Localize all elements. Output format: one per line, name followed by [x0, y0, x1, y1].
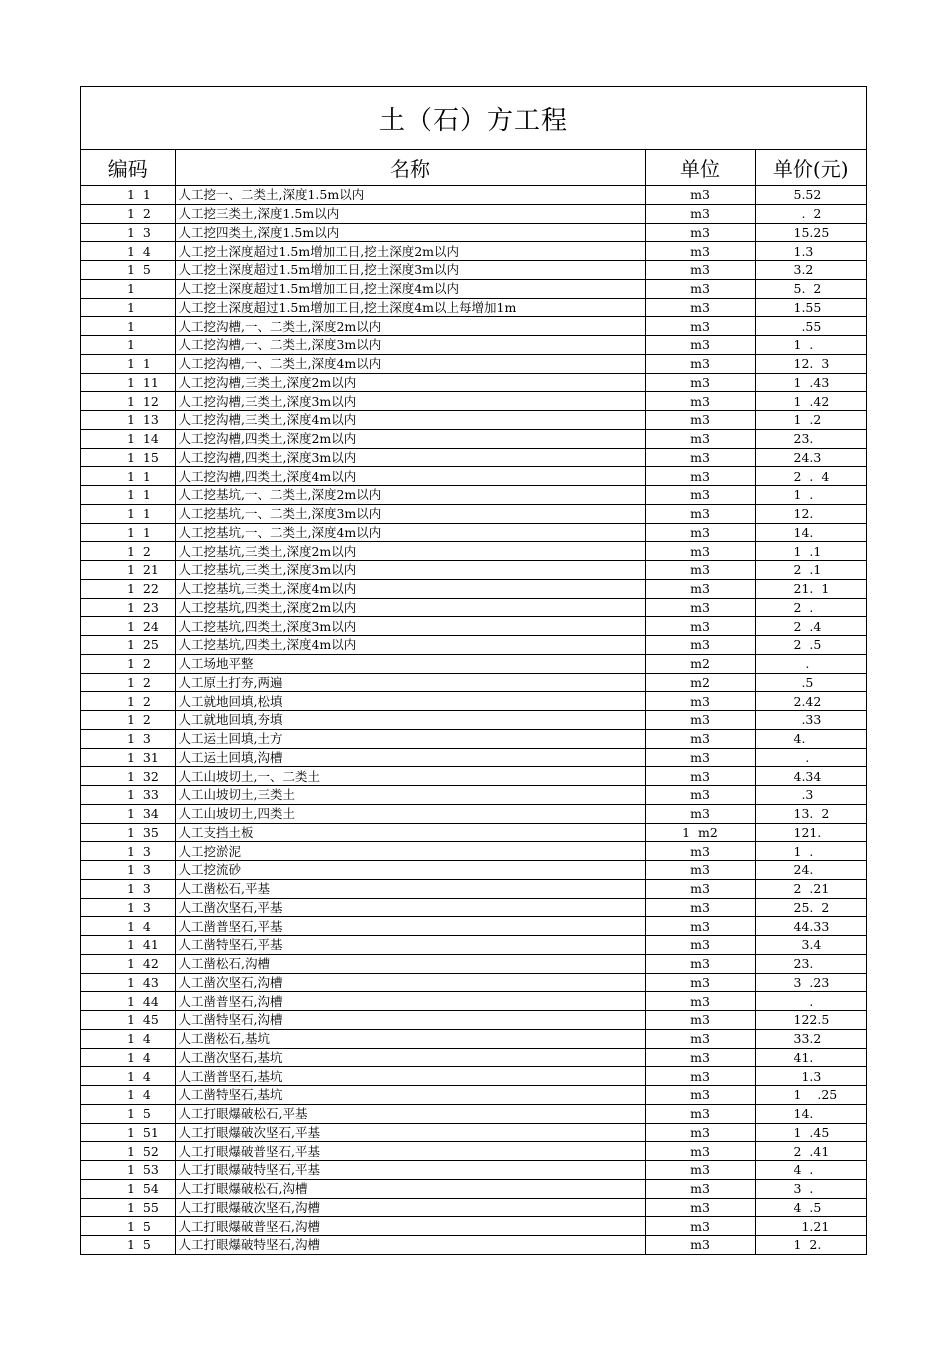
cell-unit: m3 [645, 542, 755, 561]
cell-price: 1.55 [755, 298, 866, 317]
cell-unit: m3 [645, 1198, 755, 1217]
cell-price: 12. [755, 504, 866, 523]
header-price: 单价(元) [755, 150, 866, 186]
cell-name: 人工凿松石,平基 [175, 879, 645, 898]
cell-name: 人工凿普坚石,平基 [175, 917, 645, 936]
cell-name: 人工挖基坑,一、二类土,深度2m以内 [175, 486, 645, 505]
cell-name: 人工打眼爆破次坚石,平基 [175, 1123, 645, 1142]
cell-unit: m3 [645, 186, 755, 205]
cell-price: .33 [755, 711, 866, 730]
cell-code: 1 33 [81, 786, 175, 805]
cell-price: 5. 2 [755, 279, 866, 298]
cell-code: 1 23 [81, 598, 175, 617]
cell-unit: m2 [645, 673, 755, 692]
cell-price: 23. [755, 429, 866, 448]
table-row [81, 523, 866, 542]
cell-name: 人工支挡土板 [175, 823, 645, 842]
cell-price: 33.2 [755, 1029, 866, 1048]
cell-price: 3 . [755, 1179, 866, 1198]
table-row [81, 298, 866, 317]
cell-code: 1 4 [81, 242, 175, 261]
price-table [81, 150, 866, 1254]
cell-name: 人工挖基坑,四类土,深度2m以内 [175, 598, 645, 617]
table-row [81, 373, 866, 392]
table-row [81, 542, 866, 561]
cell-unit: m3 [645, 1067, 755, 1086]
cell-name: 人工山坡切土,一、二类土 [175, 767, 645, 786]
table-row [81, 1011, 866, 1030]
cell-price: 121. [755, 823, 866, 842]
table-row [81, 842, 866, 861]
cell-unit: m3 [645, 223, 755, 242]
cell-unit: m3 [645, 748, 755, 767]
cell-code: 1 51 [81, 1123, 175, 1142]
cell-price: 1.21 [755, 1217, 866, 1236]
cell-code: 1 21 [81, 561, 175, 580]
cell-name: 人工挖基坑,三类土,深度2m以内 [175, 542, 645, 561]
table-row [81, 504, 866, 523]
cell-price: 2 . [755, 598, 866, 617]
cell-name: 人工挖四类土,深度1.5m以内 [175, 223, 645, 242]
price-sheet [80, 86, 867, 1255]
cell-code: 1 2 [81, 654, 175, 673]
cell-price: 25. 2 [755, 898, 866, 917]
table-row [81, 579, 866, 598]
table-row [81, 1104, 866, 1123]
cell-name: 人工打眼爆破普坚石,平基 [175, 1142, 645, 1161]
cell-name: 人工挖土深度超过1.5m增加工日,挖土深度4m以内 [175, 279, 645, 298]
cell-price: . [755, 748, 866, 767]
cell-code: 1 4 [81, 1029, 175, 1048]
cell-code: 1 4 [81, 1086, 175, 1105]
cell-unit: m3 [645, 729, 755, 748]
cell-code: 1 2 [81, 204, 175, 223]
cell-unit: m3 [645, 204, 755, 223]
table-row [81, 467, 866, 486]
cell-price: 41. [755, 1048, 866, 1067]
cell-name: 人工挖流砂 [175, 861, 645, 880]
cell-price: 2 .4 [755, 617, 866, 636]
cell-unit: m3 [645, 617, 755, 636]
table-row [81, 1198, 866, 1217]
cell-unit: m3 [645, 992, 755, 1011]
table-row [81, 917, 866, 936]
cell-price: 4 . [755, 1161, 866, 1180]
cell-name: 人工挖基坑,三类土,深度4m以内 [175, 579, 645, 598]
cell-code: 1 43 [81, 973, 175, 992]
cell-name: 人工凿松石,沟槽 [175, 954, 645, 973]
cell-code: 1 5 [81, 1217, 175, 1236]
cell-name: 人工凿特坚石,平基 [175, 936, 645, 955]
cell-name: 人工挖沟槽,一、二类土,深度3m以内 [175, 336, 645, 355]
cell-name: 人工挖淤泥 [175, 842, 645, 861]
table-row [81, 1086, 866, 1105]
cell-code: 1 3 [81, 223, 175, 242]
table-row [81, 223, 866, 242]
cell-price: 1 .25 [755, 1086, 866, 1105]
cell-price: 14. [755, 1104, 866, 1123]
cell-price: 1.3 [755, 242, 866, 261]
cell-code: 1 1 [81, 523, 175, 542]
cell-code: 1 54 [81, 1179, 175, 1198]
cell-name: 人工挖沟槽,一、二类土,深度2m以内 [175, 317, 645, 336]
cell-price: .55 [755, 317, 866, 336]
cell-code: 1 2 [81, 711, 175, 730]
cell-code: 1 31 [81, 748, 175, 767]
cell-price: 1 .42 [755, 392, 866, 411]
cell-unit: m3 [645, 429, 755, 448]
cell-unit: m3 [645, 579, 755, 598]
cell-price: 44.33 [755, 917, 866, 936]
cell-name: 人工挖三类土,深度1.5m以内 [175, 204, 645, 223]
table-row [81, 823, 866, 842]
cell-unit: m3 [645, 561, 755, 580]
cell-price: 1 .45 [755, 1123, 866, 1142]
cell-unit: m3 [645, 1029, 755, 1048]
cell-name: 人工凿特坚石,沟槽 [175, 1011, 645, 1030]
cell-unit: m3 [645, 692, 755, 711]
table-row [81, 879, 866, 898]
cell-price: 1.3 [755, 1067, 866, 1086]
cell-code: 1 3 [81, 879, 175, 898]
cell-name: 人工挖土深度超过1.5m增加工日,挖土深度3m以内 [175, 261, 645, 280]
cell-name: 人工山坡切土,三类土 [175, 786, 645, 805]
table-row [81, 598, 866, 617]
cell-unit: m3 [645, 954, 755, 973]
cell-unit: m3 [645, 373, 755, 392]
table-row [81, 804, 866, 823]
cell-unit: m3 [645, 467, 755, 486]
cell-price: 2 .1 [755, 561, 866, 580]
cell-price: 13. 2 [755, 804, 866, 823]
cell-price: 4 .5 [755, 1198, 866, 1217]
table-row [81, 673, 866, 692]
cell-code: 1 52 [81, 1142, 175, 1161]
cell-price: 5.52 [755, 186, 866, 205]
cell-name: 人工挖沟槽,三类土,深度2m以内 [175, 373, 645, 392]
cell-name: 人工凿次坚石,平基 [175, 898, 645, 917]
cell-code: 1 3 [81, 898, 175, 917]
table-row [81, 654, 866, 673]
cell-code: 1 24 [81, 617, 175, 636]
cell-price: 2 .41 [755, 1142, 866, 1161]
cell-code: 1 2 [81, 673, 175, 692]
table-row [81, 898, 866, 917]
cell-code: 1 5 [81, 1104, 175, 1123]
table-row [81, 1236, 866, 1254]
table-row [81, 204, 866, 223]
cell-name: 人工挖基坑,一、二类土,深度3m以内 [175, 504, 645, 523]
cell-name: 人工山坡切土,四类土 [175, 804, 645, 823]
cell-name: 人工挖基坑,三类土,深度3m以内 [175, 561, 645, 580]
cell-code: 1 [81, 279, 175, 298]
cell-unit: m3 [645, 879, 755, 898]
header-unit: 单位 [645, 150, 755, 186]
cell-code: 1 4 [81, 917, 175, 936]
cell-price: 4.34 [755, 767, 866, 786]
cell-unit: m3 [645, 1048, 755, 1067]
cell-unit: m3 [645, 1104, 755, 1123]
cell-name: 人工挖土深度超过1.5m增加工日,挖土深度4m以上每增加1m [175, 298, 645, 317]
cell-name: 人工就地回填,夯填 [175, 711, 645, 730]
table-row [81, 992, 866, 1011]
cell-code: 1 32 [81, 767, 175, 786]
table-row [81, 786, 866, 805]
cell-code: 1 35 [81, 823, 175, 842]
cell-unit: m3 [645, 261, 755, 280]
cell-code: 1 [81, 336, 175, 355]
cell-price: . 2 [755, 204, 866, 223]
cell-price: 122.5 [755, 1011, 866, 1030]
cell-code: 1 2 [81, 692, 175, 711]
cell-code: 1 22 [81, 579, 175, 598]
cell-name: 人工就地回填,松填 [175, 692, 645, 711]
table-row [81, 1067, 866, 1086]
cell-price: 3.4 [755, 936, 866, 955]
header-code: 编码 [81, 150, 175, 186]
table-row [81, 429, 866, 448]
table-row [81, 1048, 866, 1067]
cell-name: 人工打眼爆破松石,平基 [175, 1104, 645, 1123]
cell-unit: m3 [645, 898, 755, 917]
cell-name: 人工挖土深度超过1.5m增加工日,挖土深度2m以内 [175, 242, 645, 261]
cell-code: 1 45 [81, 1011, 175, 1030]
cell-price: 2 .21 [755, 879, 866, 898]
cell-price: 23. [755, 954, 866, 973]
cell-code: 1 1 [81, 504, 175, 523]
cell-code: 1 14 [81, 429, 175, 448]
table-row [81, 486, 866, 505]
cell-unit: m3 [645, 1086, 755, 1105]
cell-unit: m3 [645, 504, 755, 523]
cell-code: 1 34 [81, 804, 175, 823]
cell-name: 人工打眼爆破特坚石,沟槽 [175, 1236, 645, 1254]
cell-unit: m3 [645, 336, 755, 355]
cell-unit: m3 [645, 936, 755, 955]
table-row [81, 767, 866, 786]
cell-unit: m3 [645, 861, 755, 880]
cell-code: 1 12 [81, 392, 175, 411]
cell-unit: m3 [645, 354, 755, 373]
cell-name: 人工凿次坚石,沟槽 [175, 973, 645, 992]
cell-price: 3 .23 [755, 973, 866, 992]
cell-name: 人工运土回填,沟槽 [175, 748, 645, 767]
cell-name: 人工打眼爆破松石,沟槽 [175, 1179, 645, 1198]
cell-unit: m3 [645, 842, 755, 861]
header-name: 名称 [175, 150, 645, 186]
cell-name: 人工挖沟槽,四类土,深度2m以内 [175, 429, 645, 448]
cell-price: 21. 1 [755, 579, 866, 598]
cell-code: 1 11 [81, 373, 175, 392]
cell-unit: m3 [645, 973, 755, 992]
cell-unit: m3 [645, 242, 755, 261]
table-row [81, 936, 866, 955]
cell-price: . [755, 992, 866, 1011]
cell-name: 人工挖沟槽,四类土,深度4m以内 [175, 467, 645, 486]
cell-unit: m3 [645, 1123, 755, 1142]
cell-code: 1 4 [81, 1048, 175, 1067]
cell-price: .5 [755, 673, 866, 692]
cell-code: 1 41 [81, 936, 175, 955]
cell-code: 1 1 [81, 486, 175, 505]
table-row [81, 1029, 866, 1048]
cell-name: 人工挖沟槽,三类土,深度3m以内 [175, 392, 645, 411]
table-row [81, 748, 866, 767]
cell-code: 1 2 [81, 542, 175, 561]
cell-name: 人工凿次坚石,基坑 [175, 1048, 645, 1067]
cell-price: 1 . [755, 336, 866, 355]
cell-unit: m3 [645, 917, 755, 936]
cell-code: 1 4 [81, 1067, 175, 1086]
cell-name: 人工凿普坚石,基坑 [175, 1067, 645, 1086]
cell-unit: m3 [645, 1179, 755, 1198]
cell-name: 人工打眼爆破普坚石,沟槽 [175, 1217, 645, 1236]
cell-unit: m2 [645, 654, 755, 673]
table-row [81, 242, 866, 261]
cell-code: 1 44 [81, 992, 175, 1011]
cell-price: 14. [755, 523, 866, 542]
table-row [81, 561, 866, 580]
table-row [81, 261, 866, 280]
cell-name: 人工凿特坚石,基坑 [175, 1086, 645, 1105]
cell-price: 1 . [755, 486, 866, 505]
cell-unit: m3 [645, 1236, 755, 1254]
cell-price: 24.3 [755, 448, 866, 467]
cell-name: 人工凿松石,基坑 [175, 1029, 645, 1048]
cell-code: 1 5 [81, 1236, 175, 1254]
cell-price: . [755, 654, 866, 673]
cell-unit: m3 [645, 1142, 755, 1161]
table-row [81, 1142, 866, 1161]
table-row [81, 336, 866, 355]
table-row [81, 861, 866, 880]
cell-code: 1 [81, 317, 175, 336]
cell-name: 人工原土打夯,两遍 [175, 673, 645, 692]
cell-unit: m3 [645, 448, 755, 467]
cell-unit: m3 [645, 598, 755, 617]
table-row [81, 1161, 866, 1180]
cell-unit: m3 [645, 317, 755, 336]
cell-price: 1 .1 [755, 542, 866, 561]
cell-name: 人工打眼爆破次坚石,沟槽 [175, 1198, 645, 1217]
cell-price: 1 . [755, 842, 866, 861]
sheet-title: 土（石）方工程 [81, 87, 866, 150]
cell-code: 1 53 [81, 1161, 175, 1180]
cell-name: 人工挖沟槽,四类土,深度3m以内 [175, 448, 645, 467]
cell-price: 4. [755, 729, 866, 748]
cell-unit: m3 [645, 392, 755, 411]
cell-price: 2 .5 [755, 636, 866, 655]
table-row [81, 729, 866, 748]
cell-unit: 1 m2 [645, 823, 755, 842]
cell-unit: m3 [645, 523, 755, 542]
cell-unit: m3 [645, 636, 755, 655]
cell-name: 人工挖沟槽,三类土,深度4m以内 [175, 411, 645, 430]
cell-unit: m3 [645, 1161, 755, 1180]
cell-code: 1 55 [81, 1198, 175, 1217]
cell-code: 1 42 [81, 954, 175, 973]
cell-name: 人工挖基坑,一、二类土,深度4m以内 [175, 523, 645, 542]
table-row [81, 711, 866, 730]
cell-code: 1 3 [81, 842, 175, 861]
cell-unit: m3 [645, 298, 755, 317]
cell-code: 1 1 [81, 467, 175, 486]
cell-name: 人工打眼爆破特坚石,平基 [175, 1161, 645, 1180]
cell-price: 1 2. [793, 1237, 822, 1253]
cell-name: 人工凿普坚石,沟槽 [175, 992, 645, 1011]
cell-code: 1 3 [81, 729, 175, 748]
table-row [81, 317, 866, 336]
table-body [81, 186, 866, 1254]
cell-price: 1 .43 [755, 373, 866, 392]
table-row [81, 636, 866, 655]
cell-name: 人工挖沟槽,一、二类土,深度4m以内 [175, 354, 645, 373]
cell-price: 12. 3 [755, 354, 866, 373]
cell-code: 1 3 [81, 861, 175, 880]
cell-unit: m3 [645, 711, 755, 730]
cell-code: 1 [81, 298, 175, 317]
cell-price: 2.42 [755, 692, 866, 711]
cell-code: 1 1 [81, 186, 175, 205]
cell-price: .3 [755, 786, 866, 805]
cell-name: 人工挖一、二类土,深度1.5m以内 [175, 186, 645, 205]
table-row [81, 354, 866, 373]
table-row [81, 448, 866, 467]
cell-unit: m3 [645, 486, 755, 505]
cell-unit: m3 [645, 1217, 755, 1236]
table-row [81, 617, 866, 636]
cell-code: 1 1 [81, 354, 175, 373]
table-row [81, 954, 866, 973]
cell-name: 人工运土回填,土方 [175, 729, 645, 748]
cell-unit: m3 [645, 786, 755, 805]
table-row [81, 392, 866, 411]
cell-price: 24. [755, 861, 866, 880]
cell-name: 人工场地平整 [175, 654, 645, 673]
table-row [81, 1179, 866, 1198]
cell-unit: m3 [645, 804, 755, 823]
cell-unit: m3 [645, 767, 755, 786]
cell-code: 1 5 [81, 261, 175, 280]
table-row [81, 692, 866, 711]
cell-name: 人工挖基坑,四类土,深度3m以内 [175, 617, 645, 636]
table-row [81, 186, 866, 205]
cell-price: 15.25 [755, 223, 866, 242]
table-row [81, 411, 866, 430]
cell-code: 1 13 [81, 411, 175, 430]
cell-unit: m3 [645, 1011, 755, 1030]
cell-unit: m3 [645, 411, 755, 430]
cell-price: 3.2 [755, 261, 866, 280]
table-row [81, 973, 866, 992]
cell-price: 2 . 4 [755, 467, 866, 486]
cell-price: 1 .2 [755, 411, 866, 430]
table-row [81, 279, 866, 298]
cell-unit: m3 [645, 279, 755, 298]
header-row [81, 150, 866, 186]
cell-name: 人工挖基坑,四类土,深度4m以内 [175, 636, 645, 655]
cell-code: 1 25 [81, 636, 175, 655]
cell-code: 1 15 [81, 448, 175, 467]
table-row [81, 1123, 866, 1142]
table-row [81, 1217, 866, 1236]
